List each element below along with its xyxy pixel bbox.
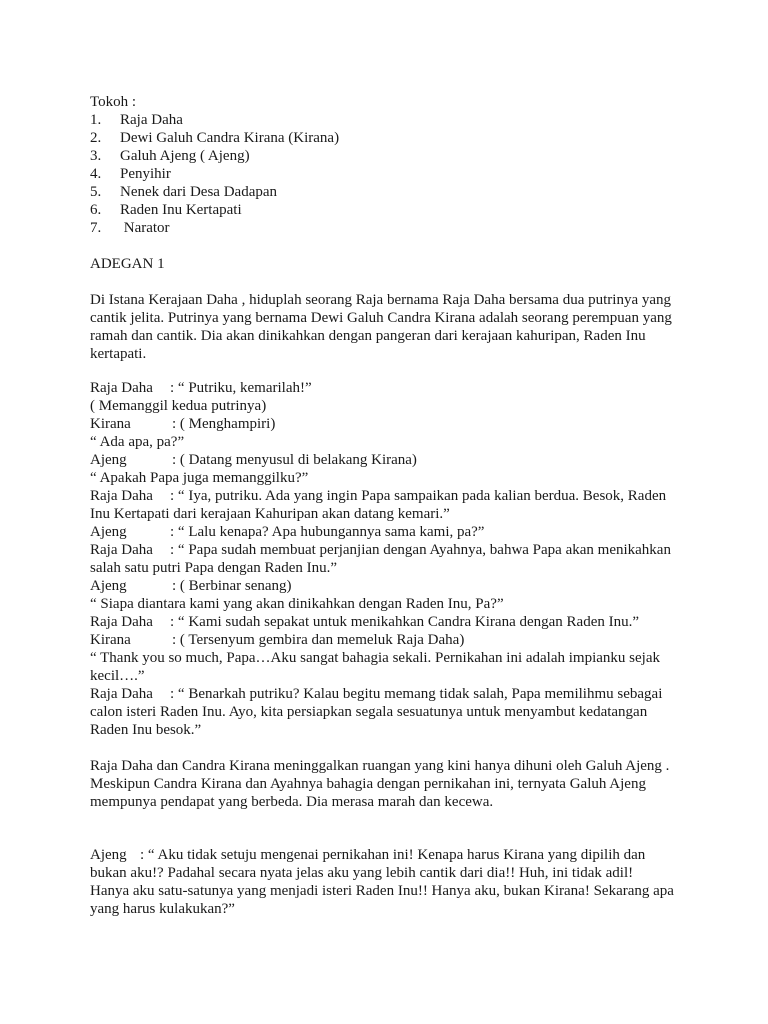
- cast-item: [90, 147, 250, 165]
- monologue-line: [90, 846, 645, 864]
- dialog-text: ( Tersenyum gembira dan memeluk Raja Daha): [179, 632, 465, 648]
- cast-item: [90, 165, 171, 183]
- cast-item-name: Dewi Galuh Candra Kirana (Kirana): [120, 130, 340, 146]
- dialog-line: [90, 379, 312, 397]
- dialog-separator: :: [172, 452, 180, 468]
- dialog-text: “ Siapa diantara kami yang akan dinikahkan dengan Raden Inu, Pa?”: [90, 596, 504, 612]
- intro-line: ramah dan cantik. Dia akan dinikahkan dengan pangeran dari kerajaan kahuripan, Raden Inu: [90, 328, 646, 344]
- dialog-line: [90, 631, 464, 649]
- dialog-line: [90, 667, 145, 685]
- cast-item: [90, 219, 170, 237]
- cast-item-number: 4.: [90, 166, 102, 182]
- dialog-line: [90, 685, 662, 703]
- dialog-line: [90, 415, 275, 433]
- dialog-text: “ Lalu kenapa? Apa hubungannya sama kami, pa?”: [177, 524, 485, 540]
- dialog-text: Raden Inu besok.”: [90, 722, 202, 738]
- speaker-name: Ajeng: [90, 578, 127, 594]
- dialog-text: ( Datang menyusul di belakang Kirana): [179, 452, 417, 468]
- dialog-line: [90, 559, 337, 577]
- dialog-line: [90, 487, 666, 505]
- dialog-separator: :: [170, 380, 178, 396]
- cast-item-number: 6.: [90, 202, 102, 218]
- monologue-line: yang harus kulakukan?”: [90, 901, 235, 917]
- dialog-text: ( Menghampiri): [179, 416, 276, 432]
- monologue-text: “ Aku tidak setuju mengenai pernikahan ini! Kenapa harus Kirana yang dipilih dan: [147, 847, 646, 863]
- cast-item-name: Penyihir: [120, 166, 171, 182]
- scene-title: ADEGAN 1: [90, 256, 165, 272]
- dialog-text: “ Ada apa, pa?”: [90, 434, 185, 450]
- speaker-name: Kirana: [90, 416, 131, 432]
- intro-line: Di Istana Kerajaan Daha , hiduplah seorang Raja bernama Raja Daha bersama dua putrinya yang: [90, 292, 672, 308]
- dialog-separator: :: [170, 488, 178, 504]
- speaker-name: Ajeng: [90, 524, 127, 540]
- dialog-line: [90, 721, 201, 739]
- cast-item-number: 7.: [90, 220, 102, 236]
- dialog-line: [90, 469, 308, 487]
- dialog-separator: :: [170, 686, 178, 702]
- cast-item-number: 5.: [90, 184, 102, 200]
- cast-item-number: 2.: [90, 130, 102, 146]
- dialog-separator: :: [172, 632, 180, 648]
- dialog-separator: :: [140, 847, 148, 863]
- dialog-line: [90, 649, 660, 667]
- dialog-line: [90, 505, 450, 523]
- speaker-name: Raja Daha: [90, 380, 153, 396]
- cast-item: [90, 129, 339, 147]
- dialog-text: “ Apakah Papa juga memanggilku?”: [90, 470, 309, 486]
- cast-item-name: Narator: [120, 220, 170, 236]
- dialog-text: “ Benarkah putriku? Kalau begitu memang tidak salah, Papa memilihmu sebagai: [177, 686, 663, 702]
- dialog-line: [90, 613, 639, 631]
- dialog-line: [90, 541, 671, 559]
- speaker-name: Raja Daha: [90, 686, 153, 702]
- speaker-name: Raja Daha: [90, 614, 153, 630]
- cast-item: [90, 111, 183, 129]
- speaker-name: Raja Daha: [90, 542, 153, 558]
- intro-line: cantik jelita. Putrinya yang bernama Dewi Galuh Candra Kirana adalah seorang perempuan yang: [90, 310, 672, 326]
- dialog-text: “ Thank you so much, Papa…Aku sangat bahagia sekali. Pernikahan ini adalah impianku sejak: [90, 650, 660, 666]
- dialog-text: salah satu putri Papa dengan Raden Inu.”: [90, 560, 338, 576]
- dialog-text: “ Iya, putriku. Ada yang ingin Papa sampaikan pada kalian berdua. Besok, Raden: [177, 488, 667, 504]
- dialog-text: “ Putriku, kemarilah!”: [177, 380, 312, 396]
- narration-line: Meskipun Candra Kirana dan Ayahnya bahagia dengan pernikahan ini, ternyata Galuh Ajeng: [90, 776, 646, 792]
- dialog-text: “ Kami sudah sepakat untuk menikahkan Candra Kirana dengan Raden Inu.”: [177, 614, 640, 630]
- speaker-name: Ajeng: [90, 452, 127, 468]
- speaker-name: Ajeng: [90, 847, 127, 863]
- dialog-text: calon isteri Raden Inu. Ayo, kita persiapkan segala sesuatunya untuk menyambut kedatangan: [90, 704, 648, 720]
- dialog-line: [90, 397, 266, 415]
- dialog-line: [90, 523, 484, 541]
- dialog-text: ( Memanggil kedua putrinya): [90, 398, 267, 414]
- narration-line: Raja Daha dan Candra Kirana meninggalkan ruangan yang kini hanya dihuni oleh Galuh Ajeng .: [90, 758, 670, 774]
- cast-item: [90, 183, 277, 201]
- intro-line: kertapati.: [90, 346, 147, 362]
- dialog-line: [90, 595, 504, 613]
- cast-item-name: Raden Inu Kertapati: [120, 202, 242, 218]
- speaker-name: Raja Daha: [90, 488, 153, 504]
- cast-item-number: 1.: [90, 112, 102, 128]
- dialog-text: kecil….”: [90, 668, 145, 684]
- cast-item-name: Galuh Ajeng ( Ajeng): [120, 148, 250, 164]
- dialog-text: Inu Kertapati dari kerajaan Kahuripan akan datang kemari.”: [90, 506, 450, 522]
- dialog-separator: :: [172, 416, 180, 432]
- monologue-line: bukan aku!? Padahal secara nyata jelas aku yang lebih cantik dari dia!! Huh, ini tidak adil!: [90, 865, 634, 881]
- dialog-separator: :: [172, 578, 180, 594]
- cast-item-name: Raja Daha: [120, 112, 183, 128]
- cast-item: [90, 201, 242, 219]
- narration-line: mempunya pendapat yang berbeda. Dia merasa marah dan kecewa.: [90, 794, 494, 810]
- dialog-line: [90, 451, 417, 469]
- speaker-name: Kirana: [90, 632, 131, 648]
- dialog-line: [90, 577, 292, 595]
- dialog-separator: :: [170, 614, 178, 630]
- dialog-text: “ Papa sudah membuat perjanjian dengan Ayahnya, bahwa Papa akan menikahkan: [177, 542, 671, 558]
- dialog-separator: :: [170, 542, 178, 558]
- cast-heading: Tokoh :: [90, 94, 137, 110]
- dialog-line: [90, 433, 184, 451]
- dialog-text: ( Berbinar senang): [179, 578, 292, 594]
- dialog-separator: :: [170, 524, 178, 540]
- cast-item-number: 3.: [90, 148, 102, 164]
- monologue-line: Hanya aku satu-satunya yang menjadi isteri Raden Inu!! Hanya aku, bukan Kirana! Sekarang apa: [90, 883, 674, 899]
- dialog-line: [90, 703, 647, 721]
- cast-item-name: Nenek dari Desa Dadapan: [120, 184, 278, 200]
